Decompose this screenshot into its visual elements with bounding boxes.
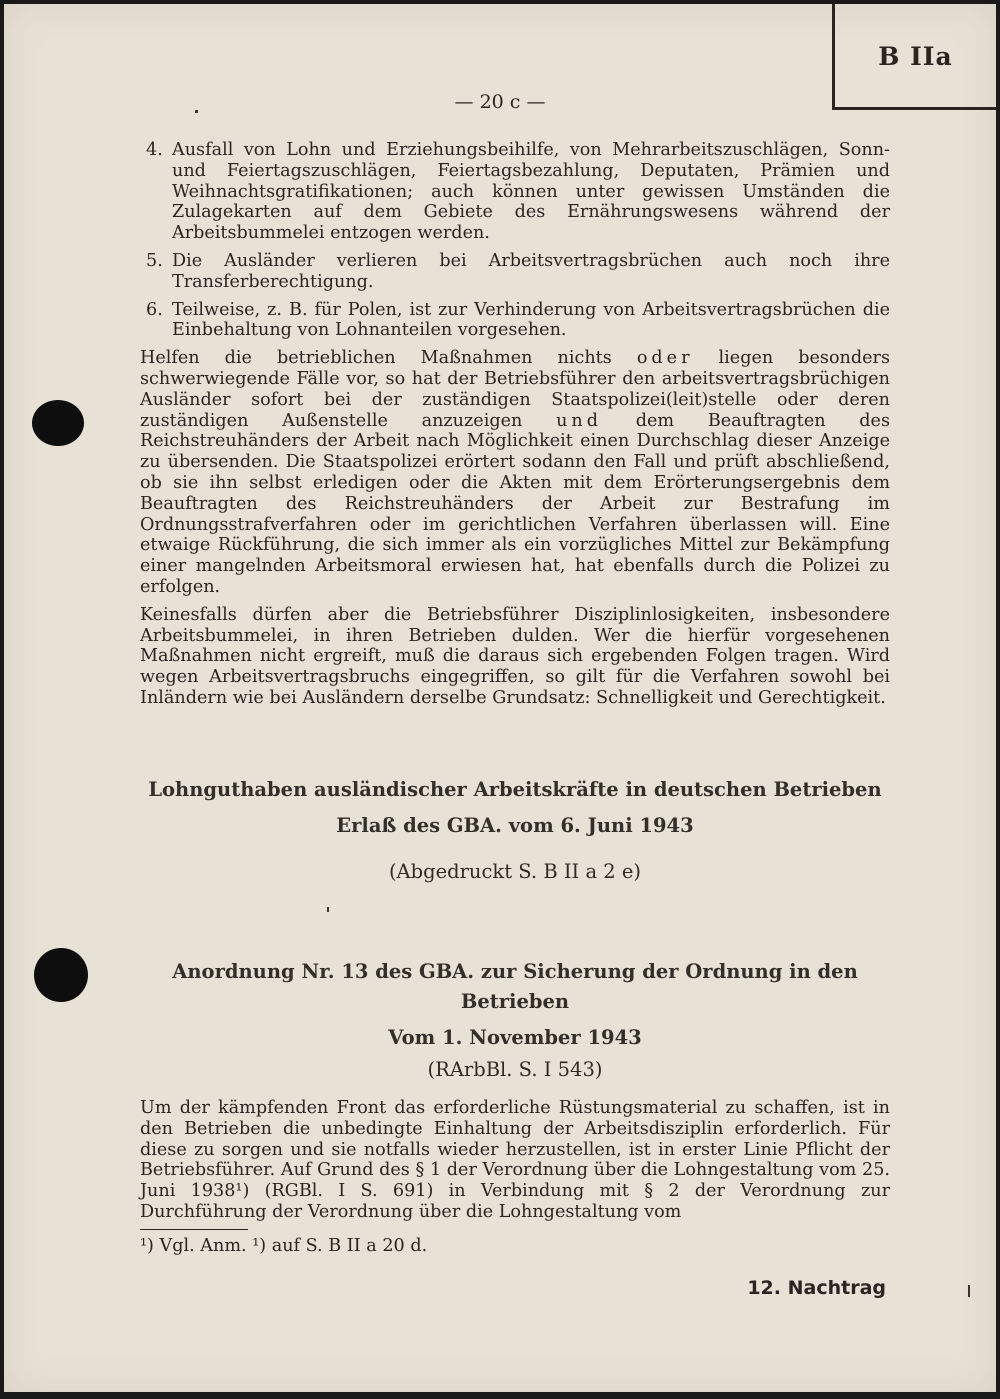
paragraph-text: dem Beauftragten des Reichstreuhänders der Arbeit nach Möglichkeit einen Durchschlag dieser Anzeige zu übersenden. Die Staatspolizei erörtert sodann den Fall und prüft abschließend, ob sie ihn selbst erledigen oder die Akten mit dem Erörterungsergebnis dem Beauftragten des Reichstreuhänders der Arbeit zur Bestrafung im Ordnungsstrafverfahren oder im gerichtlichen Verfahren überlassen will. Eine etwaige Rückführung, die sich immer als ein vorzügliches Mittel zur Bekämpfung einer mangelnden Arbeitsmoral erwiesen hat, hat ebenfalls durch die Polizei zu erfolgen. <box>140 410 891 597</box>
punch-hole-top <box>32 400 84 446</box>
section-subtitle-decree: Erlaß des GBA. vom 6. Juni 1943 <box>336 814 694 837</box>
section-title-order-line1: Anordnung Nr. 13 des GBA. zur Sicherung der Ordnung in den <box>172 960 858 983</box>
supplement-label: 12. Nachtrag <box>747 1277 886 1299</box>
section-reference-note: (Abgedruckt S. B II a 2 e) <box>388 860 642 883</box>
order-date: Vom 1. November 1943 <box>388 1026 642 1049</box>
scan-speck <box>968 1285 970 1297</box>
order-source: (RArbBl. S. I 543) <box>427 1058 603 1081</box>
footnote: ¹) Vgl. Anm. ¹) auf S. B II a 20 d. <box>140 1236 428 1256</box>
order-paragraph: Um der kämpfenden Front das erforderliche Rüstungsmaterial zu schaffen, ist in den Betrieben die unbedingte Einhaltung der Arbeitsdisziplin erforderlich. Für diese zu sorgen und sie notfalls wieder herzustellen, ist in erster Linie Pflicht der Betriebsführer. Auf Grund des § 1 der Verordnung über die Lohngestaltung vom 25. Juni 1938¹) (RGBl. I S. 691) in Verbindung mit § 2 der Verordnung zur Durchführung der Verordnung über die Lohngestaltung vom <box>140 1098 890 1222</box>
footnote-divider <box>140 1229 248 1230</box>
punch-hole-bottom <box>34 948 88 1002</box>
list-item-number: 5. <box>146 250 163 271</box>
list-item-text: Ausfall von Lohn und Erziehungsbeihilfe, von Mehrarbeitszuschlägen, Sonn- und Feiertagszuschlägen, Feiertagsbezahlung, Deputaten, Prämien und Weihnachtsgratifikationen; auch können unter gewissen Umständen die Zulagekarten auf dem Gebiete des Ernährungswesens während der Arbeitsbummelei entzogen werden. <box>172 140 890 244</box>
page-number: — 20 c — <box>454 91 546 113</box>
section-title-wages: Lohnguthaben ausländischer Arbeitskräfte in deutschen Betrieben <box>148 778 882 801</box>
paragraph-discipline: Keinesfalls dürfen aber die Betriebsführer Disziplinlosigkeiten, insbesondere Arbeitsbummelei, in ihren Betrieben dulden. Wer die hierfür vorgesehenen Maßnahmen nicht ergreift, muß die daraus sich ergebenden Folgen tragen. Wird wegen Arbeitsvertragsbruchs eingegriffen, so gilt für die Verfahren sowohl bei Inländern wie bei Ausländern derselbe Grundsatz: Schnelligkeit und Gerechtigkeit. <box>140 604 890 708</box>
paragraph-text: liegen besonders schwerwiegende Fälle vor, so hat der Betriebsführer den arbeitsvertragsbrüchigen Ausländer sofort bei der zuständigen Staatspolizei(leit)stelle oder deren zuständigen Außenstelle anzuzeigen <box>140 348 890 431</box>
list-item <box>140 251 890 293</box>
list-item-text: Teilweise, z. B. für Polen, ist zur Verhinderung von Arbeitsvertragsbrüchen die Einbehaltung von Lohnanteilen vorgesehen. <box>172 299 890 341</box>
paragraph-text: Helfen die betrieblichen Maßnahmen nichts <box>140 348 637 369</box>
scan-speck <box>195 110 198 113</box>
emphasis-text: oder <box>636 348 694 369</box>
order-body <box>140 1098 890 1230</box>
list-item <box>140 300 890 342</box>
list-item-number: 4. <box>146 140 163 160</box>
list-item-number: 6. <box>146 299 163 320</box>
emphasis-text: und <box>556 410 603 431</box>
section-code: B IIa <box>878 42 953 71</box>
main-text <box>140 140 890 716</box>
list-item <box>140 140 890 244</box>
scan-speck <box>327 907 329 912</box>
section-title-order-line2: Betrieben <box>460 990 570 1013</box>
list-item-text: Die Ausländer verlieren bei Arbeitsvertragsbrüchen auch noch ihre Transferberechtigung. <box>172 250 890 292</box>
paragraph-police-procedure <box>140 348 890 598</box>
